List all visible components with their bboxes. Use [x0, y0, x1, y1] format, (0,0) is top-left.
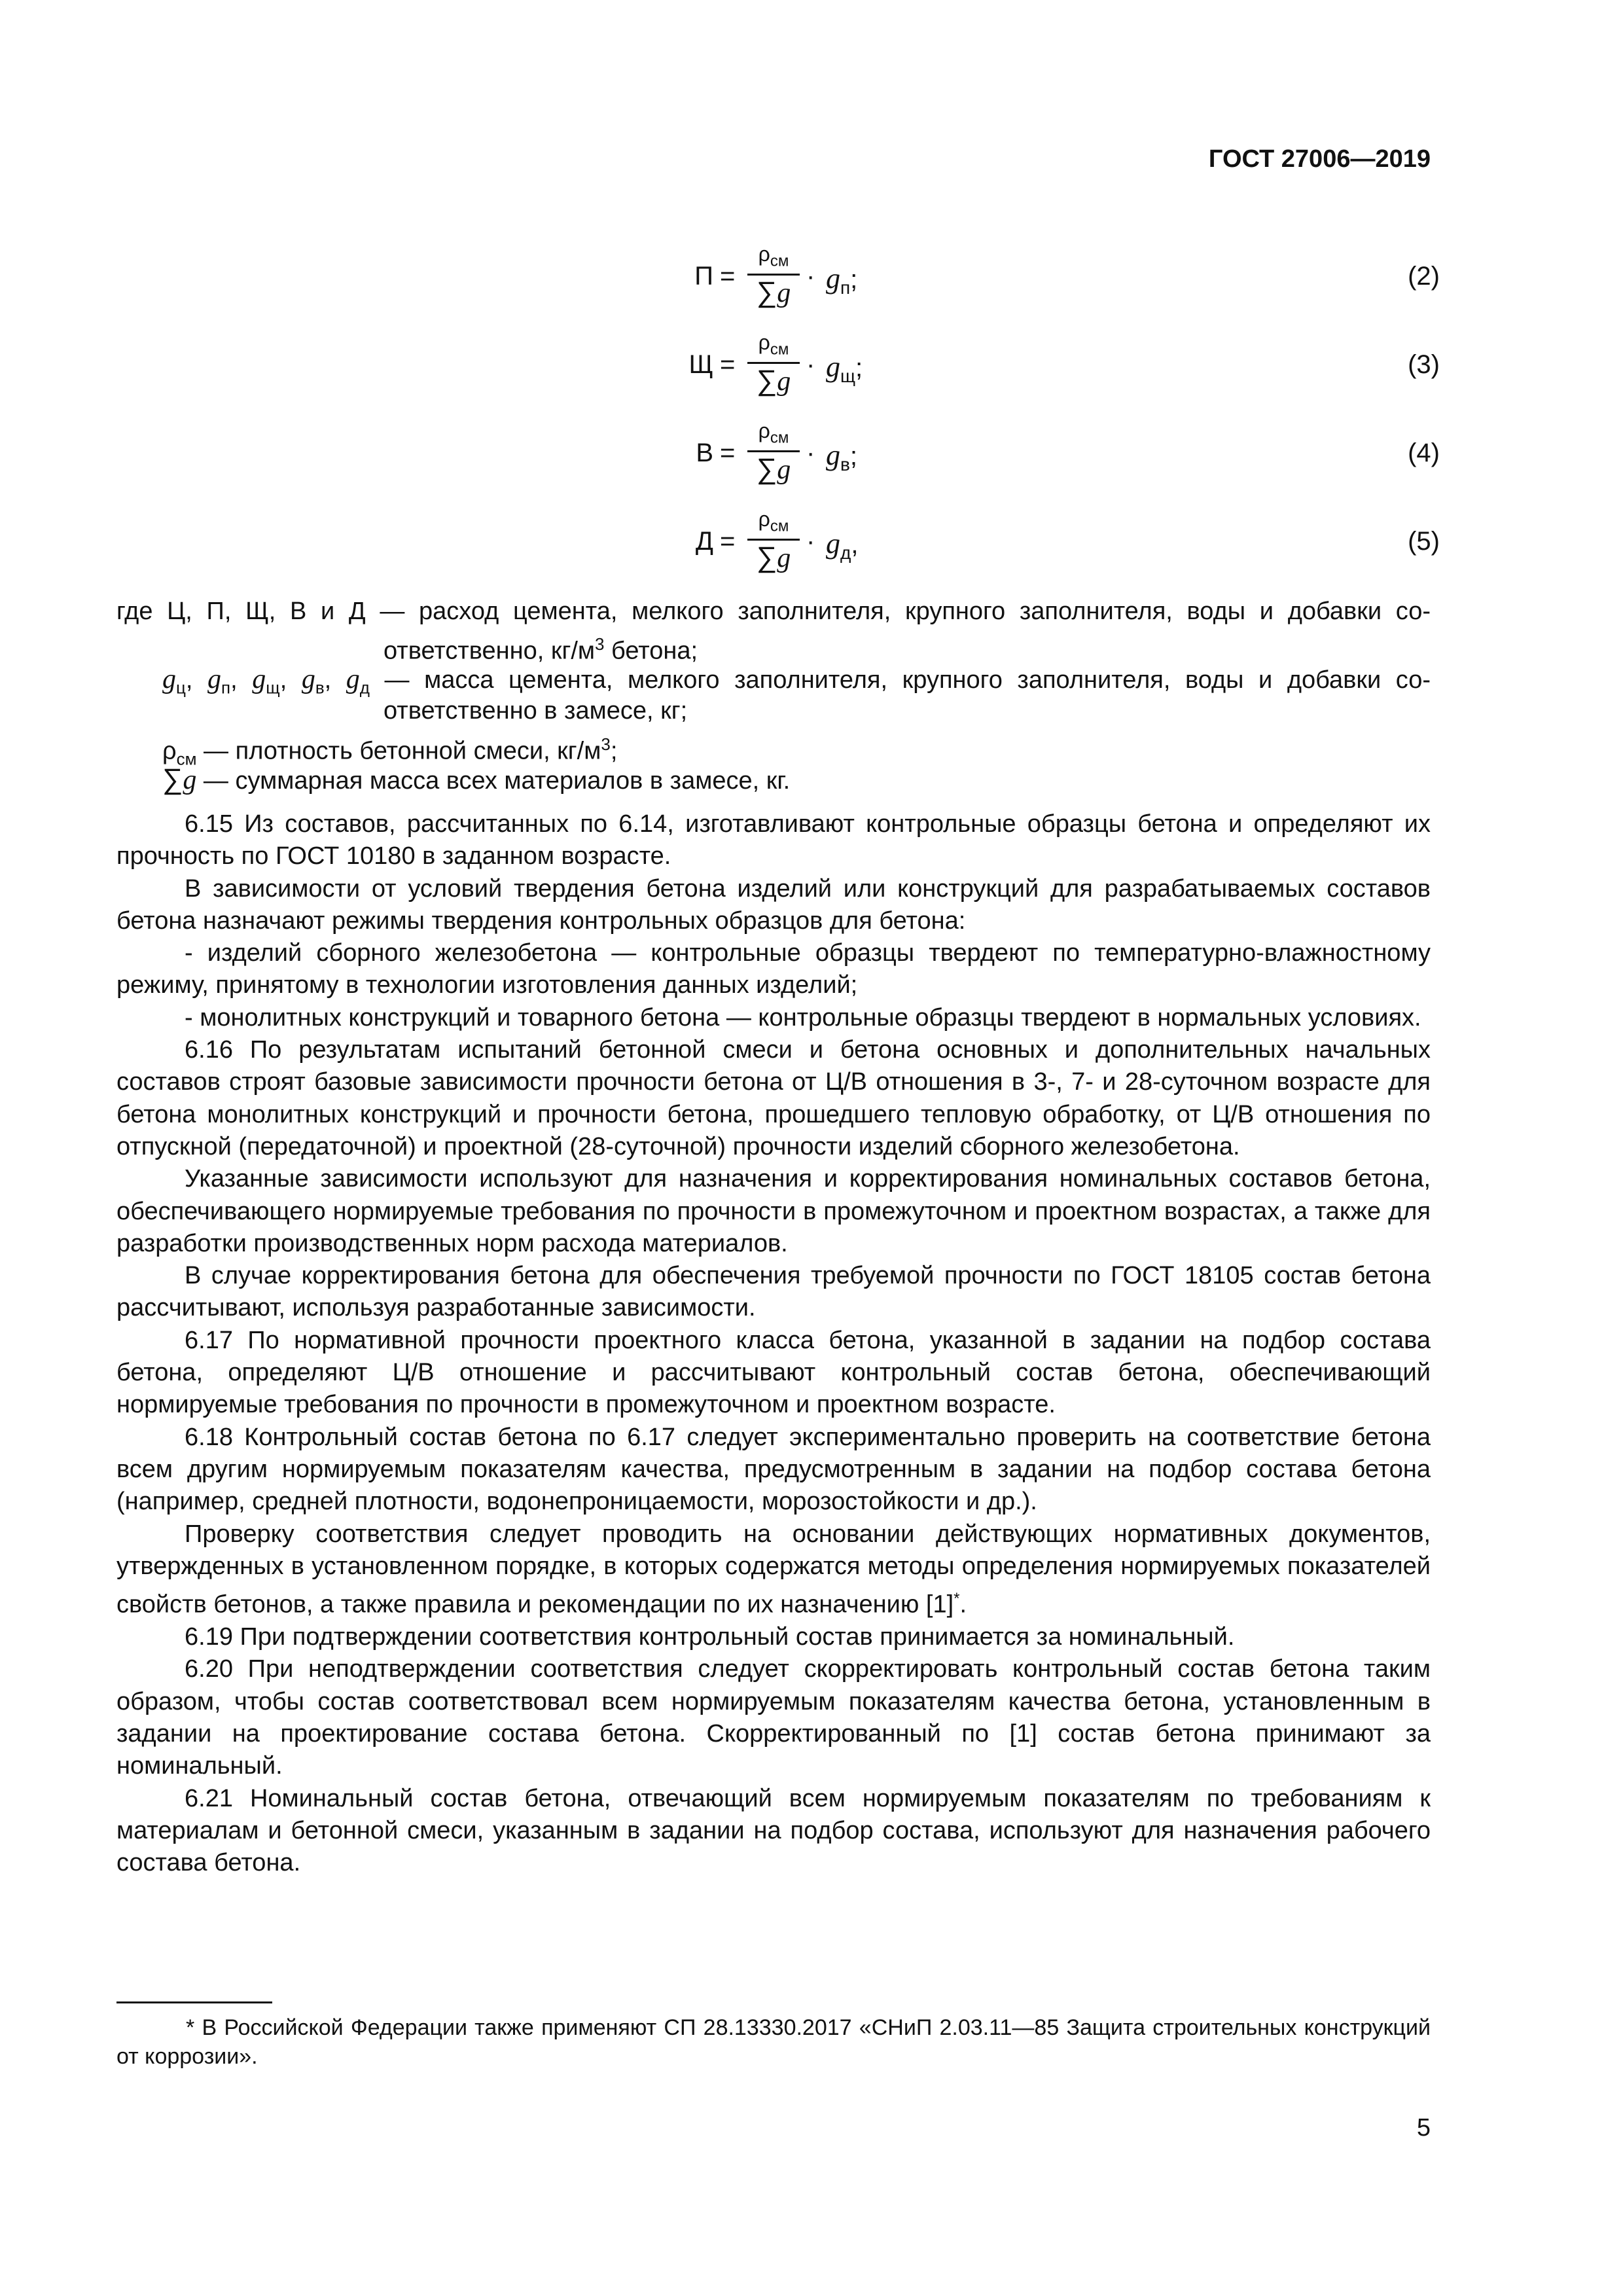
formula-rhs: $g_д$,	[826, 528, 859, 563]
list-item: - изделий сборного железобетона — контрольные образцы твердеют по температурно-влажностному режиму, принятому в технологии изготовления данных изделий;	[116, 939, 1431, 999]
fraction-denominator: ∑g	[756, 541, 791, 573]
formula-rhs: $g_щ$;	[826, 351, 863, 386]
fraction-numerator: $\rho_{см}$	[758, 331, 789, 359]
legend-line-1: где Ц, П, Щ, В и Д — расход цемента, мелкого заполнителя, крупного заполнителя, воды и добавки со-	[116, 598, 1431, 625]
legend-symbols: $g_ц$, $g_п$, $g_щ$, $g_в$, $g_д$	[162, 664, 370, 698]
formula-2	[654, 242, 1440, 321]
paragraph-6-19: 6.19 При подтверждении соответствия контрольный состав принимается за номинальный.	[185, 1623, 1235, 1651]
equals-sign: =	[720, 439, 736, 467]
formula-lhs: Щ	[688, 350, 713, 379]
body-text	[116, 808, 1431, 1879]
legend-line-3: $\rho_{см}$ — плотность бетонной смеси, $кг/м^3$;	[162, 734, 618, 769]
paragraph-6-17: 6.17 По нормативной прочности проектного класса бетона, указанной в задании на подбор состава бетона, определяют Ц/В отношение и рассчитывают контрольный состав бетона, обеспечивающий нормируемые требования по прочности в промежуточном и проектном возрасте.	[116, 1326, 1431, 1419]
fraction-numerator: $\rho_{см}$	[758, 242, 789, 270]
fraction	[747, 419, 800, 497]
legend-line-2: $g_ц$, $g_п$, $g_щ$, $g_в$, $g_д$ — масса цемента, мелкого заполнителя, крупного заполнителя, воды и добавки со-	[162, 664, 1431, 698]
fraction	[747, 331, 800, 409]
multiply-dot: ·	[806, 439, 815, 467]
formula-rhs: $g_п$;	[826, 262, 858, 298]
paragraph: В зависимости от условий твердения бетона изделий или конструкций для разрабатываемых составов бетона назначают режимы твердения контрольных образцов для бетона:	[116, 874, 1431, 935]
fraction-denominator: ∑g	[756, 453, 791, 485]
fraction-numerator: $\rho_{см}$	[758, 419, 789, 447]
fraction-bar	[747, 274, 800, 276]
fraction-numerator: $\rho_{см}$	[758, 507, 789, 535]
page-number: 5	[1416, 2114, 1431, 2142]
equals-sign: =	[720, 350, 736, 379]
fraction-denominator: ∑g	[756, 276, 791, 308]
equals-sign: =	[720, 262, 736, 291]
equals-sign: =	[720, 527, 736, 556]
fraction	[747, 507, 800, 586]
list-item: - монолитных конструкций и товарного бетона — контрольные образцы твердеют в нормальных условиях.	[185, 1003, 1421, 1031]
paragraph-6-18: 6.18 Контрольный состав бетона по 6.17 следует экспериментально проверить на соответствие бетона всем другим нормируемым показателям качества, предусмотренным в задании на подбор состава бетона (например, средней плотности, водонепроницаемости, морозостойкости и др.).	[116, 1423, 1431, 1516]
fraction-bar	[747, 450, 800, 452]
paragraph-with-footnote: Проверку соответствия следует проводить на основании действующих нормативных документов, утвержденных в установленном порядке, в которых содержатся методы определения нормируемых показателей свойств бетонов, а также правила и рекомендации по их назначению [1]*.	[116, 1520, 1431, 1619]
footnote-divider	[116, 2001, 272, 2003]
legend-line-1b: ответственно, $кг/м^3$ бетона;	[383, 634, 698, 665]
legend-line-2b: ответственно в замесе, кг;	[383, 697, 688, 725]
paragraph-6-15: 6.15 Из составов, рассчитанных по 6.14, изготавливают контрольные образцы бетона и определяют их прочность по ГОСТ 10180 в заданном возрасте.	[116, 810, 1431, 870]
formula-number: (2)	[1408, 262, 1440, 291]
formula-number: (5)	[1408, 527, 1440, 556]
formula-5	[654, 507, 1440, 586]
paragraph-6-16: 6.16 По результатам испытаний бетонной смеси и бетона основных и дополнительных начальных составов строят базовые зависимости прочности бетона от Ц/В отношения в 3-, 7- и 28-суточном возрасте для бетона монолитных конструкций и прочности бетона, прошедшего тепловую обработку, от Ц/В отношения по отпускной (передаточной) и проектной (28-суточной) прочности изделий сборного железобетона.	[116, 1036, 1431, 1160]
formula-number: (3)	[1408, 350, 1440, 379]
fraction-denominator: ∑g	[756, 365, 791, 397]
multiply-dot: ·	[806, 527, 815, 556]
paragraph-6-21: 6.21 Номинальный состав бетона, отвечающий всем нормируемым показателям по требованиям к материалам и бетонной смеси, указанным в задании на подбор состава, используют для назначения рабочего состава бетона.	[116, 1784, 1431, 1877]
formula-3	[654, 331, 1440, 409]
paragraph-6-20: 6.20 При неподтверждении соответствия следует скорректировать контрольный состав бетона таким образом, чтобы состав соответствовал всем нормируемым показателям качества бетона, установленным в задании на проектирование состава бетона. Скорректированный по [1] состав бетона принимают за номинальный.	[116, 1655, 1431, 1780]
multiply-dot: ·	[806, 262, 815, 291]
document-header: ГОСТ 27006—2019	[1208, 145, 1431, 173]
paragraph: В случае корректирования бетона для обеспечения требуемой прочности по ГОСТ 18105 состав бетона рассчитывают, используя разработанные зависимости.	[116, 1262, 1431, 1322]
footnote: * В Российской Федерации также применяют СП 28.13330.2017 «СНиП 2.03.11—85 Защита строительных конструкций от коррозии».	[116, 2015, 1431, 2069]
formula-lhs: П	[694, 262, 713, 291]
formula-rhs: $g_в$;	[826, 439, 857, 475]
multiply-dot: ·	[806, 350, 815, 379]
legend-line-4: ∑g — суммарная масса всех материалов в замесе, кг.	[162, 763, 791, 795]
formula-lhs: Д	[695, 527, 713, 556]
paragraph: Указанные зависимости используют для назначения и корректирования номинальных составов бетона, обеспечивающего нормируемые требования по прочности в промежуточном и проектном возрастах, а также для разработки производственных норм расхода материалов.	[116, 1165, 1431, 1257]
footnote-marker: *	[954, 1590, 960, 1608]
formula-lhs: В	[696, 439, 713, 467]
fraction-bar	[747, 539, 800, 541]
fraction	[747, 242, 800, 321]
formula-number: (4)	[1408, 439, 1440, 467]
fraction-bar	[747, 362, 800, 364]
formula-4	[654, 419, 1440, 497]
